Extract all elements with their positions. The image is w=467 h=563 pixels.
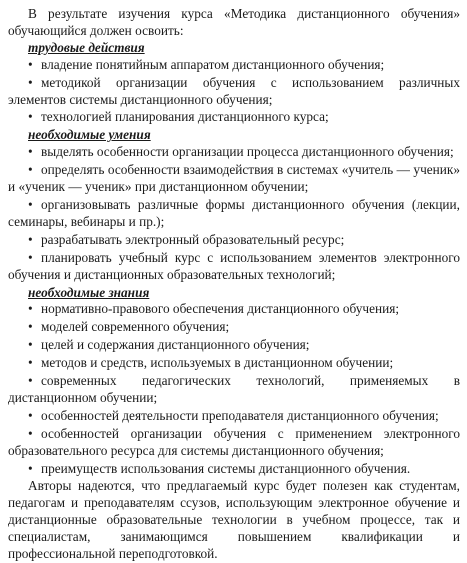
bullet-icon: • <box>28 460 33 476</box>
section-heading: трудовые действия <box>28 39 145 55</box>
bullet-icon: • <box>28 249 33 265</box>
bullet-icon: • <box>28 162 33 178</box>
list-item: • определять особенности взаимодействия в системах «учитель — ученик» и «ученик — ученик» при дистанционном обучении; <box>8 162 460 195</box>
list-item: • современных педагогических технологий, применяемых в дистанционном обучении; <box>8 373 460 405</box>
section-heading: необходимые знания <box>28 284 150 300</box>
bullet-icon: • <box>28 337 33 353</box>
bullet-icon: • <box>28 109 33 125</box>
list-item: • технологией планирования дистанционного курса; <box>28 109 329 125</box>
bullet-icon: • <box>28 301 33 317</box>
bullet-icon: • <box>28 355 33 371</box>
section-heading: необходимые умения <box>28 127 151 143</box>
bullet-icon: • <box>28 231 33 247</box>
list-item: • разрабатывать электронный образовательный ресурс; <box>28 231 345 247</box>
bullet-icon: • <box>28 319 33 335</box>
bullet-icon: • <box>28 74 33 90</box>
section-required-knowledge <box>8 285 460 478</box>
bullet-icon: • <box>28 373 33 389</box>
list-item: • методикой организации обучения с использованием различных элементов системы дистанционного обучения; <box>8 74 460 107</box>
bullet-list <box>8 144 460 283</box>
list-item: • особенностей деятельности преподавателя дистанционного обучения; <box>28 407 439 423</box>
list-item: • планировать учебный курс с использованием элементов электронного обучения и дистанционных образовательных технологий; <box>8 249 460 282</box>
list-item: • выделять особенности организации процесса дистанционного обучения; <box>28 144 454 160</box>
bullet-list <box>8 57 460 127</box>
list-item: • моделей современного обучения; <box>28 319 230 335</box>
bullet-icon: • <box>28 56 33 72</box>
list-item: • особенностей организации обучения с применением электронного образовательного ресурса для системы дистанционного обучения; <box>8 425 460 458</box>
list-item: • владение понятийным аппаратом дистанционного обучения; <box>28 56 385 72</box>
intro-paragraph: В результате изучения курса «Методика дистанционного обучения» обучающийся должен освоить: <box>8 6 460 38</box>
list-item: • преимуществ использования системы дистанционного обучения. <box>28 460 411 476</box>
bullet-icon: • <box>28 425 33 441</box>
closing-paragraph: Авторы надеются, что предлагаемый курс будет полезен как студентам, педагогам и преподавателям ссузов, использующим электронное обучение и дистанционные образовательные технологии в учебном процессе, так и специалистам, занимающимся повышением квалификации и профессиональной переподготовкой. <box>8 478 460 562</box>
bullet-icon: • <box>28 144 33 160</box>
bullet-icon: • <box>28 196 33 212</box>
bullet-icon: • <box>28 407 33 423</box>
list-item: • методов и средств, используемых в дистанционном обучении; <box>28 355 394 371</box>
section-labor-actions <box>8 40 460 127</box>
list-item: • целей и содержания дистанционного обучения; <box>28 337 310 353</box>
bullet-list <box>8 301 460 477</box>
section-required-skills <box>8 127 460 283</box>
list-item: • организовывать различные формы дистанционного обучения (лекции, семинары, вебинары и пр.); <box>8 196 460 229</box>
list-item: • нормативно-правового обеспечения дистанционного обучения; <box>28 301 400 317</box>
